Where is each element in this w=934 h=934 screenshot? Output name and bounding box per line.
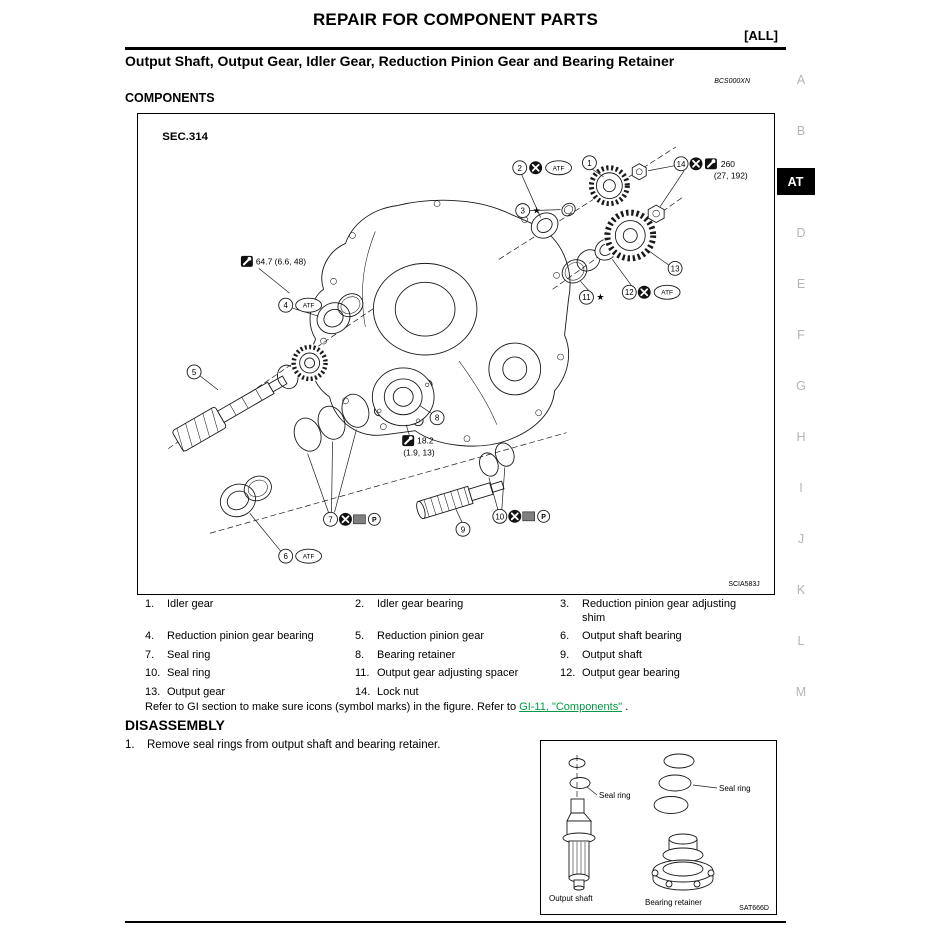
petroleum-jelly-icon (368, 513, 380, 525)
select-icon: ★ (596, 292, 605, 303)
seal-rings-right-drawing (654, 754, 694, 814)
part-item: 5. Reduction pinion gear (355, 630, 485, 642)
side-tab-m[interactable]: M (795, 684, 807, 699)
replace-icon (638, 286, 651, 299)
part-item: 4. Reduction pinion gear bearing (145, 630, 314, 642)
seal-icon (353, 515, 365, 524)
callout-8 (430, 411, 444, 425)
seal-icon (523, 512, 535, 521)
atf-icon (296, 298, 322, 312)
callout-5 (187, 365, 201, 379)
output-shaft-label: Output shaft (549, 894, 593, 903)
disassembly-heading: DISASSEMBLY (125, 717, 225, 733)
title-divider (125, 47, 786, 50)
part-item: 10. Seal ring (145, 667, 211, 679)
gi-components-link[interactable]: GI-11, "Components" (519, 701, 623, 713)
side-tab-d[interactable]: D (796, 225, 806, 240)
svg-text:7: 7 (328, 515, 333, 525)
replace-icon (508, 510, 521, 523)
disassembly-step-1 (125, 739, 525, 751)
adjusting-shim-drawing (559, 201, 577, 219)
scope-label: [ALL] (744, 28, 778, 43)
callout-10 (493, 509, 507, 523)
petroleum-jelly-icon (538, 510, 550, 522)
case-bolt-holes (321, 201, 564, 442)
bearing-retainer-drawing (372, 368, 434, 426)
torque-sub: (1.9, 13) (403, 447, 435, 458)
part-item: 9. Output shaft (560, 648, 642, 661)
svg-text:ATF: ATF (661, 289, 673, 297)
callout-4 (279, 298, 293, 312)
side-tab-e[interactable]: E (796, 276, 806, 291)
part-item: 1. Idler gear (145, 598, 214, 610)
svg-text:4: 4 (283, 301, 288, 311)
callout-12 (622, 285, 636, 299)
replace-icon (690, 157, 703, 170)
bottom-divider (125, 921, 786, 923)
svg-text:6: 6 (283, 552, 288, 562)
torque-value: 64.7 (6.6, 48) (255, 256, 307, 267)
select-icon: ★ (532, 205, 541, 216)
part-item: 11. Output gear adjusting spacer (355, 667, 519, 679)
torque-icon (705, 158, 717, 169)
disassembly-diagram (541, 741, 776, 914)
seal-rings-drawing (290, 390, 374, 455)
bearing-retainer-small-drawing (652, 834, 714, 890)
callout-9 (456, 522, 470, 536)
svg-text:13: 13 (670, 264, 680, 274)
svg-text:P: P (541, 513, 546, 521)
atf-icon (296, 549, 322, 563)
torque-icon (241, 256, 253, 267)
side-tab-at-active[interactable]: AT (786, 156, 816, 207)
step-text: Remove seal rings from output shaft and bearing retainer. (147, 739, 441, 751)
svg-text:1: 1 (587, 158, 592, 168)
transmission-case-drawing (310, 200, 570, 446)
refer-note-text: Refer to GI section to make sure icons (symbol marks) in the figure. Refer to (145, 701, 520, 713)
side-tab-h[interactable]: H (796, 429, 806, 444)
side-tab-l[interactable]: L (797, 633, 805, 648)
callout-13 (668, 261, 682, 275)
components-diagram (138, 114, 774, 594)
part-item: 13. Output gear (145, 685, 226, 698)
section-code: BCS000XN (714, 78, 750, 85)
reduction-pinion-gear-drawing (172, 367, 291, 452)
atf-icon (654, 285, 680, 299)
figure-code: SCIA583J (728, 581, 760, 589)
svg-text:ATF: ATF (552, 165, 565, 173)
part-item: 8. Bearing retainer (355, 648, 456, 661)
svg-text:10: 10 (495, 512, 505, 522)
callout-1 (582, 156, 596, 170)
svg-text:14: 14 (676, 159, 686, 169)
svg-text:9: 9 (460, 525, 466, 535)
side-tab-g[interactable]: G (796, 378, 806, 393)
part-item: 14. Lock nut (355, 685, 419, 698)
side-tab-i[interactable]: I (799, 480, 803, 495)
page-title: REPAIR FOR COMPONENT PARTS (312, 10, 599, 29)
lock-nut-drawing (632, 164, 646, 180)
bearing-retainer-label: Bearing retainer (645, 898, 702, 907)
parts-list (145, 598, 760, 704)
svg-text:ATF: ATF (302, 553, 315, 561)
side-tab-b[interactable]: B (796, 123, 806, 138)
figure-code: SAT666D (739, 905, 769, 912)
svg-text:ATF: ATF (302, 302, 315, 310)
components-figure (137, 113, 775, 595)
seal-rings-left-drawing (569, 755, 590, 803)
part-item: 12. Output gear bearing (560, 667, 680, 679)
callout-3 (516, 204, 541, 218)
part-item: 6. Output shaft bearing (560, 630, 682, 642)
replace-icon (529, 161, 542, 174)
callout-14 (674, 157, 688, 171)
callout-7 (324, 512, 338, 526)
side-tab-a[interactable]: A (796, 72, 806, 87)
section-title: Output Shaft, Output Gear, Idler Gear, Reduction Pinion Gear and Bearing Retainer (125, 53, 675, 69)
svg-text:8: 8 (434, 413, 440, 423)
part-item: 3. Reduction pinion gear adjusting shim (560, 598, 737, 624)
torque-icon (402, 435, 414, 446)
seal-ring-label-right: Seal ring (719, 784, 751, 793)
seal-ring-label-left: Seal ring (599, 791, 631, 800)
part-item: 7. Seal ring (145, 648, 211, 661)
atf-icon (546, 161, 572, 175)
sec-label: SEC.314 (162, 130, 209, 143)
torque-sub: (27, 192) (713, 170, 748, 181)
refer-note (145, 701, 765, 713)
side-tab-f[interactable]: F (797, 327, 805, 342)
callout-2 (513, 161, 527, 175)
step-number: 1. (125, 739, 135, 751)
svg-text:2: 2 (517, 163, 522, 173)
part-item: 2. Idler gear bearing (355, 598, 464, 610)
components-heading: COMPONENTS (125, 91, 215, 105)
svg-text:11: 11 (582, 293, 591, 303)
disassembly-figure (540, 740, 777, 915)
page (125, 0, 786, 934)
svg-text:3: 3 (520, 206, 525, 216)
side-tab-k[interactable]: K (796, 582, 806, 597)
torque-value: 260 (720, 158, 736, 169)
output-shaft-bearing-drawing (215, 472, 276, 523)
output-shaft-drawing (415, 476, 505, 522)
svg-text:P: P (372, 516, 377, 524)
pinion-small-gear-drawing (291, 344, 329, 382)
refer-note-end: . (622, 701, 629, 713)
torque-value: 18.2 (417, 435, 434, 446)
svg-text:12: 12 (624, 288, 634, 298)
callout-6 (279, 549, 293, 563)
side-tab-j[interactable]: J (797, 531, 805, 546)
callout-11 (579, 290, 604, 304)
replace-icon (339, 513, 352, 526)
side-tab-column (786, 54, 816, 717)
svg-text:5: 5 (191, 367, 197, 377)
output-shaft-small-drawing (563, 799, 595, 890)
